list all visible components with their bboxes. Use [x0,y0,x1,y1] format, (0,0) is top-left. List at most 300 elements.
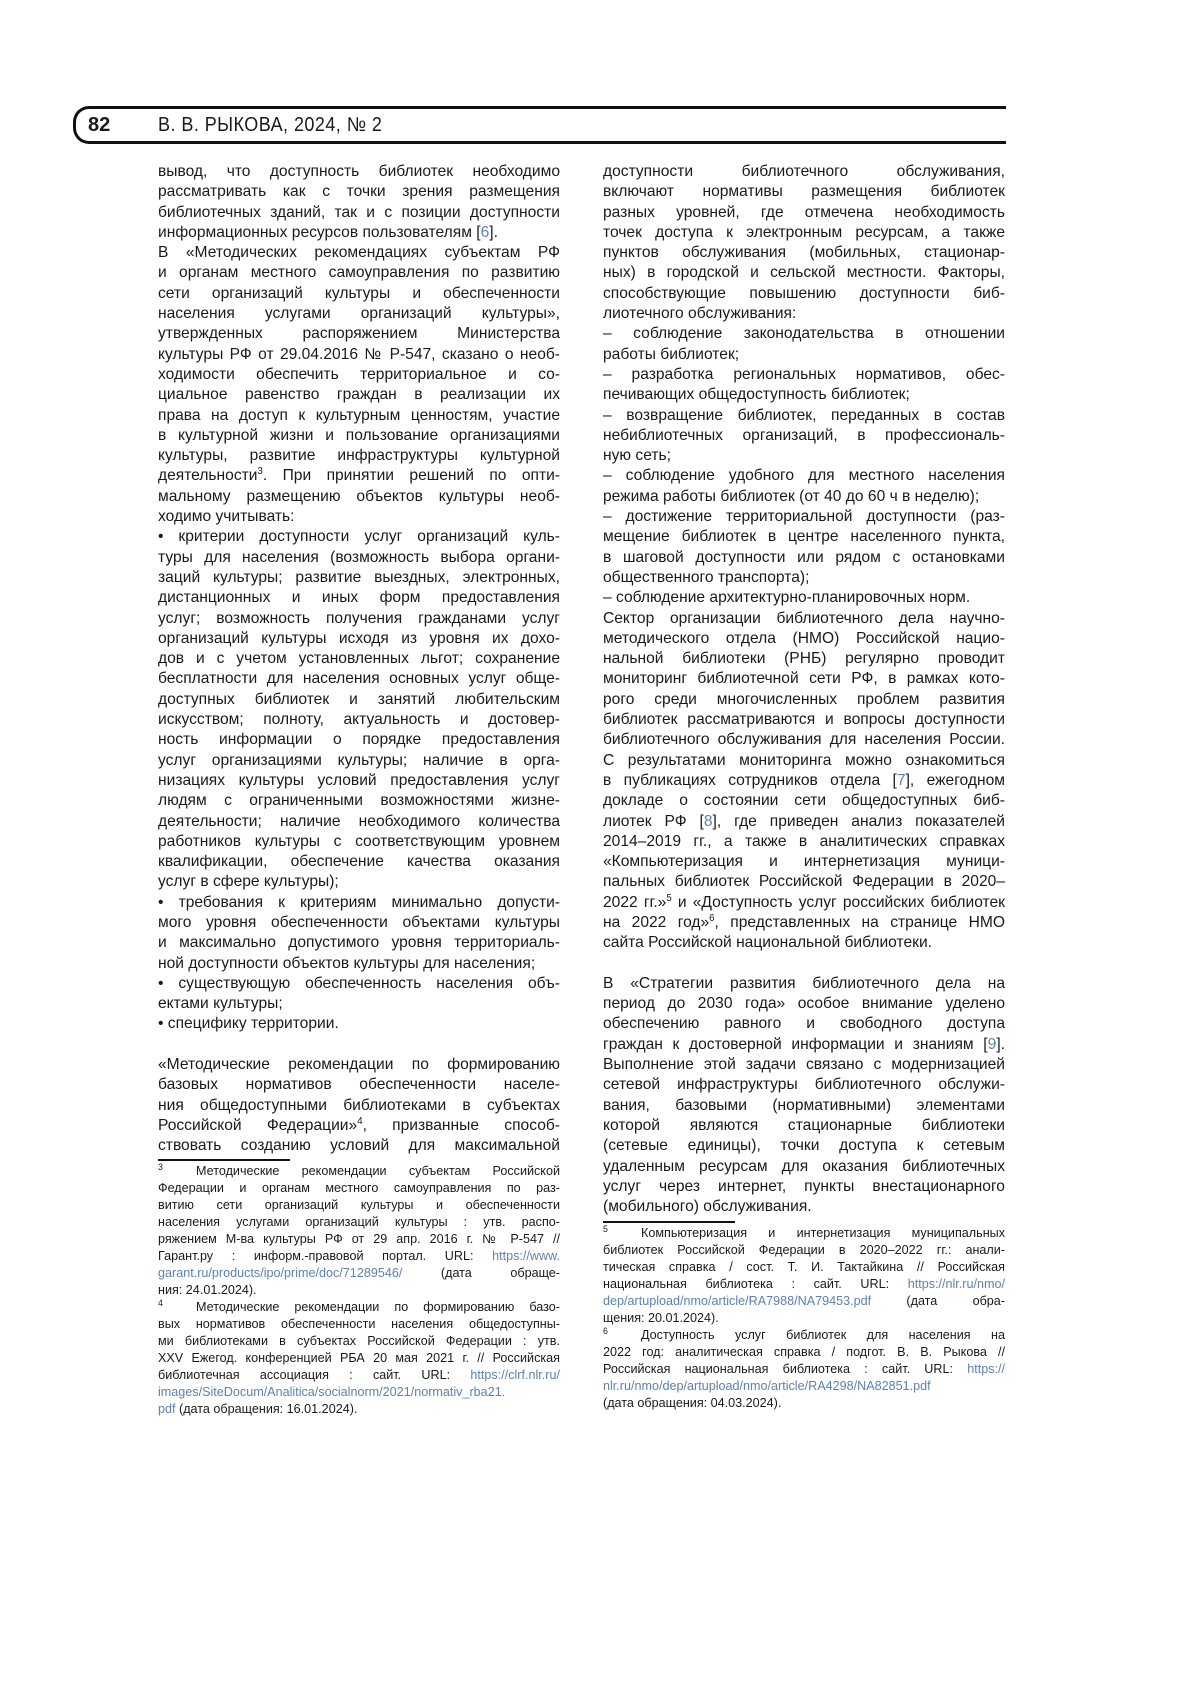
footnote-rule [158,1159,290,1161]
right-column [603,162,1005,1217]
text-line [158,263,560,283]
footnote [603,1225,1005,1327]
text-run: вывод, что доступность библиотек необходимо [158,163,560,180]
text-line [158,548,560,568]
paragraph [158,974,560,1015]
text-run: рассматривать как с точки зрения размещения [158,183,560,200]
text-run: – соблюдение законодательства в отношении [603,325,1005,342]
text-run: Компьютеризация и интернетизация муниципальных [641,1226,1005,1240]
text-line [603,223,1005,243]
text-line [603,1293,1005,1310]
text-line [158,1014,560,1034]
text-line [158,1075,560,1095]
text-run: сайта Российской национальной библиотеки. [603,934,932,951]
text-run: • специфику территории. [158,1015,339,1032]
text-line [158,1116,560,1136]
text-run: печивающих общедоступность библиотек; [603,386,910,403]
text-line [603,994,1005,1014]
text-line [158,1384,560,1401]
text-run: В «Стратегии развития библиотечного дела на [603,975,1005,992]
text-run: ную сеть; [603,447,671,464]
text-line [603,832,1005,852]
footnote [158,1299,560,1418]
text-line [158,1248,560,1265]
text-run: пальных библиотек Российской Федерации в 2020– [603,873,1005,890]
text-line [158,791,560,811]
paragraph-gap [158,1035,560,1055]
text-line [603,1197,1005,1217]
text-run: ствовать созданию условий для максимальной [158,1137,560,1154]
text-line [158,1214,560,1231]
text-line [603,568,1005,588]
text-line [158,1180,560,1197]
text-run: организаций культуры исходя из уровня их дохо- [158,630,560,647]
text-run: Выполнение этой задачи связано с модернизацией [603,1056,1005,1073]
running-title: В. В. РЫКОВА, 2024, № 2 [158,111,382,139]
text-line [158,690,560,710]
text-run: точек доступа к электронным ресурсам, а также [603,224,1005,241]
text-run: вых нормативов обеспеченности населения общедоступны- [158,1317,560,1331]
footnote-marker: 3 [258,466,263,477]
text-line [158,406,560,426]
text-run: работы библиотек; [603,346,739,363]
text-run: сетевой инфраструктуры библиотечного обслужи- [603,1076,1005,1093]
paragraph [603,162,1005,324]
text-run: 2014–2019 гг., а также в аналитических справках [603,833,1005,850]
text-line [603,345,1005,365]
text-run: доступности библиотечного обслуживания, [603,163,1005,180]
text-line [603,1242,1005,1259]
text-run: XXV Ежегод. конференцией РБА 20 мая 2021 г. // Российская [158,1351,560,1365]
text-line [603,548,1005,568]
url-link[interactable]: https://www. [492,1249,560,1263]
url-link[interactable]: dep/artupload/nmo/article/RA7988/NA79453.pdf [603,1294,871,1308]
paragraph [158,893,560,974]
paragraph [603,466,1005,507]
text-run: низациях культуры условий предоставления услуг [158,772,560,789]
text-run: – разработка региональных нормативов, обес- [603,366,1005,383]
text-line [158,507,560,527]
text-run: (мобильного) обслуживания. [603,1198,812,1215]
text-line [158,345,560,365]
text-run: услуг через интернет, пункты внестационарного [603,1178,1005,1195]
text-run: (сетевые единицы), точки доступа к сетевым [603,1137,1005,1154]
footnote-marker: 4 [357,1116,362,1127]
text-line [158,933,560,953]
url-link[interactable]: https://clrf.nlr.ru/ [470,1368,560,1382]
text-line [603,1116,1005,1136]
text-line [158,649,560,669]
text-run: ность информации о порядке предоставления [158,731,560,748]
text-run: лиотечного обслуживания: [603,305,796,322]
text-run: , призванные способ- [363,1117,560,1134]
paragraph [603,974,1005,1218]
text-line [158,974,560,994]
text-run: ния общедоступными библиотеками в субъектах [158,1097,560,1114]
text-line [603,203,1005,223]
text-run: ной доступности объектов культуры для населения; [158,955,535,972]
text-line [158,1367,560,1384]
paragraph [603,324,1005,365]
text-line [603,466,1005,486]
text-run: квалификации, обеспечение качества оказания [158,853,560,870]
text-line [603,812,1005,832]
text-line [603,406,1005,426]
text-run: людям с ограниченными возможностями жизне- [158,792,560,809]
text-line [603,1344,1005,1361]
text-line [158,893,560,913]
text-line [603,893,1005,913]
text-run: 2022 гг.» [603,894,666,911]
paragraph [158,162,560,243]
text-line [603,263,1005,283]
text-run: сети организаций культуры и обеспеченности [158,285,560,302]
text-line [158,629,560,649]
text-line [603,365,1005,385]
text-run: мого уровня обеспеченности объектами культуры [158,914,560,931]
text-run: (дата обраще- [402,1266,560,1280]
text-line [603,1177,1005,1197]
text-run: культуры РФ от 29.04.2016 № Р-547, сказано о необ- [158,346,560,363]
text-run: населения услугами организаций культуры», [158,305,560,322]
text-run: культуры, развитие инфраструктуры культурной [158,447,560,464]
citation-link[interactable]: 8 [704,813,713,830]
text-run: (дата обращения: 04.03.2024). [603,1396,781,1410]
footnote-marker: 5 [666,893,671,904]
text-run: • требования к критериям минимально допусти- [158,894,560,911]
text-line [158,324,560,344]
text-line: 5 Компьютеризация и интернетизация муниципальных [603,1225,1005,1242]
text-line [158,243,560,263]
text-run: (дата обращения: 16.01.2024). [176,1402,358,1416]
paragraph [603,507,1005,588]
paragraph [158,1014,560,1034]
text-run: тическая справка / сост. Т. И. Тактайкина // Российская [603,1260,1005,1274]
text-line [158,1265,560,1282]
text-run: циальное равенство граждан в реализации их [158,386,560,403]
text-run: библиотечная ассоциация : сайт. URL: [158,1368,470,1382]
text-run: ]. [996,1036,1005,1053]
text-run: ных) в городской и сельской местности. Факторы, [603,264,1005,281]
text-line [603,588,1005,608]
text-line [603,1075,1005,1095]
text-line [158,812,560,832]
text-run: национальная библиотека : сайт. URL: [603,1277,908,1291]
text-line [158,1197,560,1214]
text-run: ходимости обеспечить территориальное и со- [158,366,560,383]
text-line [158,203,560,223]
text-line [158,284,560,304]
text-run: лиотек РФ [ [603,813,704,830]
text-run: на 2022 год» [603,914,709,931]
text-line [603,974,1005,994]
text-line [603,1259,1005,1276]
text-line [603,1035,1005,1055]
text-line [158,446,560,466]
url-link[interactable]: pdf [158,1402,176,1416]
text-run: мещение библиотек в центре населенного пункта, [603,528,1005,545]
paragraph-gap [603,954,1005,974]
text-run: Российская национальная библиотека : сайт. URL: [603,1362,967,1376]
text-run: в шаговой доступности или рядом с остановками [603,549,1005,566]
text-run: удаленным ресурсам для оказания библиотечных [603,1158,1005,1175]
paragraph [603,588,1005,608]
text-run: ], ежегодном [906,772,1005,789]
text-run: ния: 24.01.2024). [158,1283,257,1297]
text-line [603,487,1005,507]
text-line [158,466,560,486]
text-run: мониторинг библиотечной сети РФ, в рамках кото- [603,670,1005,687]
text-line [603,669,1005,689]
text-run: услуг в сфере культуры); [158,873,339,890]
text-line [603,872,1005,892]
paragraph [603,365,1005,406]
text-run: вания, базовыми (нормативными) элементами [603,1097,1005,1114]
text-run: – соблюдение удобного для местного населения [603,467,1005,484]
footnotes-left [158,1159,560,1418]
text-run: Методические рекомендации по формированию базо- [196,1300,560,1314]
text-run: рого среди многочисленных проблем развития [603,691,1005,708]
text-run: дов и с учетом установленных льгот; сохранение [158,650,560,667]
text-run: . При принятии решений по опти- [263,467,560,484]
text-run: Российской Федерации» [158,1117,357,1134]
text-run: – достижение территориальной доступности (раз- [603,508,1005,525]
text-line [603,426,1005,446]
text-run: Сектор организации библиотечного дела научно- [603,610,1005,627]
text-line [603,771,1005,791]
text-line [603,284,1005,304]
url-link[interactable]: https://nlr.ru/nmo/ [908,1277,1005,1291]
url-link[interactable]: nlr.ru/nmo/dep/artupload/nmo/article/RA4298/NA82851.pdf [603,1379,931,1393]
text-run: населения услугами организаций культуры : утв. распо- [158,1215,560,1229]
text-line [158,162,560,182]
text-line [158,872,560,892]
text-line [603,852,1005,872]
text-line [603,527,1005,547]
footnotes-right [603,1221,1005,1412]
text-run: • существующую обеспеченность населения объ- [158,975,560,992]
text-run: ходимо учитывать: [158,508,295,525]
text-run: методического отдела (НМО) Российской нацио- [603,630,1005,647]
text-run: 2022 год: аналитическая справка / подгот. В. В. Рыкова // [603,1345,1005,1359]
text-run: обеспечению равного и свободного доступа [603,1015,1005,1032]
paragraph [158,1055,560,1156]
text-run: граждан к достоверной информации и знаниям [ [603,1036,988,1053]
text-line [158,182,560,202]
text-run: библиотечных зданий, так и с позиции доступности [158,204,560,221]
text-run: пунктов обслуживания (мобильных, стационар- [603,244,1005,261]
text-line: 6 Доступность услуг библиотек для населения на [603,1327,1005,1344]
text-run: искусством; полноту, актуальность и достовер- [158,711,560,728]
text-run: базовых нормативов обеспеченности населе- [158,1076,560,1093]
text-run: ектами культуры; [158,995,283,1012]
url-link[interactable]: garant.ru/products/ipo/prime/doc/71289546/ [158,1266,402,1280]
footnote-marker: 6 [709,913,714,924]
text-line [158,954,560,974]
text-line [603,1276,1005,1293]
text-line [603,507,1005,527]
text-run: информационных ресурсов пользователям [ [158,224,481,241]
text-line [158,304,560,324]
text-line [603,162,1005,182]
paragraph [158,527,560,892]
text-line [158,588,560,608]
text-run: включают нормативы размещения библиотек [603,183,1005,200]
text-run: утвержденных распоряжением Министерства [158,325,560,342]
text-line [158,852,560,872]
text-line [603,1157,1005,1177]
text-run: услуг; возможность получения гражданами услуг [158,610,560,627]
text-line [603,1096,1005,1116]
text-run: разных уровней, где отмечена необходимость [603,204,1005,221]
text-line [603,791,1005,811]
text-run: С результатами мониторинга можно ознакомиться [603,752,1005,769]
citation-link[interactable]: 9 [988,1036,997,1053]
text-run: библиотек Российской Федерации в 2020–2022 гг.: анали- [603,1243,1005,1257]
text-line [603,1395,1005,1412]
text-run: в культурной жизни и пользование организациями [158,427,560,444]
text-run: туры для населения (возможность выбора органи- [158,549,560,566]
text-run: и «Доступность услуг российских библиотек [672,894,1005,911]
text-run: – возвращение библиотек, переданных в состав [603,407,1005,424]
text-run: ]. [489,224,498,241]
text-run: витию сети организаций культуры и обеспеченности [158,1198,560,1212]
text-run: период до 2030 года» особое внимание уделено [603,995,1005,1012]
text-line [603,243,1005,263]
text-run: способствующие повышению доступности биб- [603,285,1005,302]
text-line [158,1096,560,1116]
text-line [603,304,1005,324]
text-line [158,1316,560,1333]
text-line [603,690,1005,710]
text-line [158,730,560,750]
paragraph [603,609,1005,954]
text-line [158,609,560,629]
text-run: Доступность услуг библиотек для населения на [641,1328,1005,1342]
text-run: докладе о состоянии сети общедоступных биб- [603,792,1005,809]
text-line [603,324,1005,344]
text-run: общественного транспорта); [603,569,809,586]
text-line [158,771,560,791]
text-line [603,649,1005,669]
text-line [603,446,1005,466]
text-line [158,710,560,730]
text-line [158,1231,560,1248]
text-line [603,1014,1005,1034]
text-line [603,182,1005,202]
text-line [603,1136,1005,1156]
text-line [158,1136,560,1156]
text-line [158,527,560,547]
text-run: щения: 20.01.2024). [603,1311,719,1325]
text-run: в публикациях сотрудников отдела [ [603,772,897,789]
text-line [158,223,560,243]
text-run: библиотек рассматриваются и вопросы доступности [603,711,1005,728]
text-run: ряжением М-ва культуры РФ от 29 апр. 2016 г. № Р-547 // [158,1232,560,1246]
text-run: ми библиотеками в субъектах Российской Федерации : утв. [158,1334,560,1348]
text-line [158,426,560,446]
text-line [158,1282,560,1299]
text-line [603,730,1005,750]
url-link[interactable]: https:// [967,1362,1005,1376]
footnote [603,1327,1005,1412]
text-line [158,568,560,588]
text-run: библиотечного обслуживания для населения России. [603,731,1005,748]
text-line [158,913,560,933]
text-run: (дата обра- [871,1294,1005,1308]
text-line [158,751,560,771]
text-line [158,1401,560,1418]
text-line [158,365,560,385]
text-run: ], где приведен анализ показателей [713,813,1005,830]
text-run: которой являются стационарные библиотеки [603,1117,1005,1134]
text-line: 3 Методические рекомендации субъектам Российской [158,1163,560,1180]
text-run: бесплатности для населения основных услуг обще- [158,670,560,687]
footnote-rule [603,1221,735,1223]
paragraph [603,406,1005,467]
text-line: 4 Методические рекомендации по формированию базо- [158,1299,560,1316]
text-run: доступных библиотек и занятий любительским [158,691,560,708]
paragraph [158,243,560,527]
text-line [158,1350,560,1367]
text-line [603,1310,1005,1327]
text-run: – соблюдение архитектурно-планировочных норм. [603,589,970,606]
url-link[interactable]: images/SiteDocum/Analitica/socialnorm/2021/normativ_rba21. [158,1385,505,1399]
text-run: небиблиотечных организаций, в профессиональ- [603,427,1005,444]
text-line [603,1055,1005,1075]
text-run: дистанционных и иных форм предоставления [158,589,560,606]
footnote [158,1163,560,1299]
text-line [158,1333,560,1350]
text-line [603,385,1005,405]
citation-link[interactable]: 6 [481,224,490,241]
text-line [158,385,560,405]
text-line [603,629,1005,649]
text-line [603,710,1005,730]
text-line [158,1055,560,1075]
text-line [603,1378,1005,1395]
text-line [603,751,1005,771]
page-number: 82 [88,111,110,139]
text-run: В «Методических рекомендациях субъектам РФ [158,244,560,261]
text-run: права на доступ к культурным ценностям, участие [158,407,560,424]
text-line [158,487,560,507]
text-line [158,669,560,689]
left-column [158,162,560,1157]
text-run: услуг организациями культуры; наличие в орга- [158,752,560,769]
text-run: Федерации и органам местного самоуправления по раз- [158,1181,560,1195]
text-run: Гарант.ру : информ.-правовой портал. URL: [158,1249,492,1263]
text-run: Методические рекомендации субъектам Российской [196,1164,560,1178]
text-line [603,933,1005,953]
text-run: деятельности; наличие необходимого количества [158,813,560,830]
text-run: заций культуры; развитие выездных, электронных, [158,569,560,586]
text-run: • критерии доступности услуг организаций куль- [158,528,560,545]
text-run: и максимально допустимого уровня территориаль- [158,934,560,951]
text-line [603,1361,1005,1378]
citation-link[interactable]: 7 [897,772,906,789]
text-run: , представленных на странице НМО [715,914,1005,931]
text-run: деятельности [158,467,258,484]
text-line [158,994,560,1014]
text-run: «Компьютеризация и интернетизация муници- [603,853,1005,870]
text-line [603,913,1005,933]
text-run: режима работы библиотек (от 40 до 60 ч в неделю); [603,488,979,505]
text-run: работников культуры с соответствующим уровнем [158,833,560,850]
text-line [603,609,1005,629]
text-run: «Методические рекомендации по формированию [158,1056,560,1073]
text-run: мальному размещению объектов культуры необ- [158,488,560,505]
